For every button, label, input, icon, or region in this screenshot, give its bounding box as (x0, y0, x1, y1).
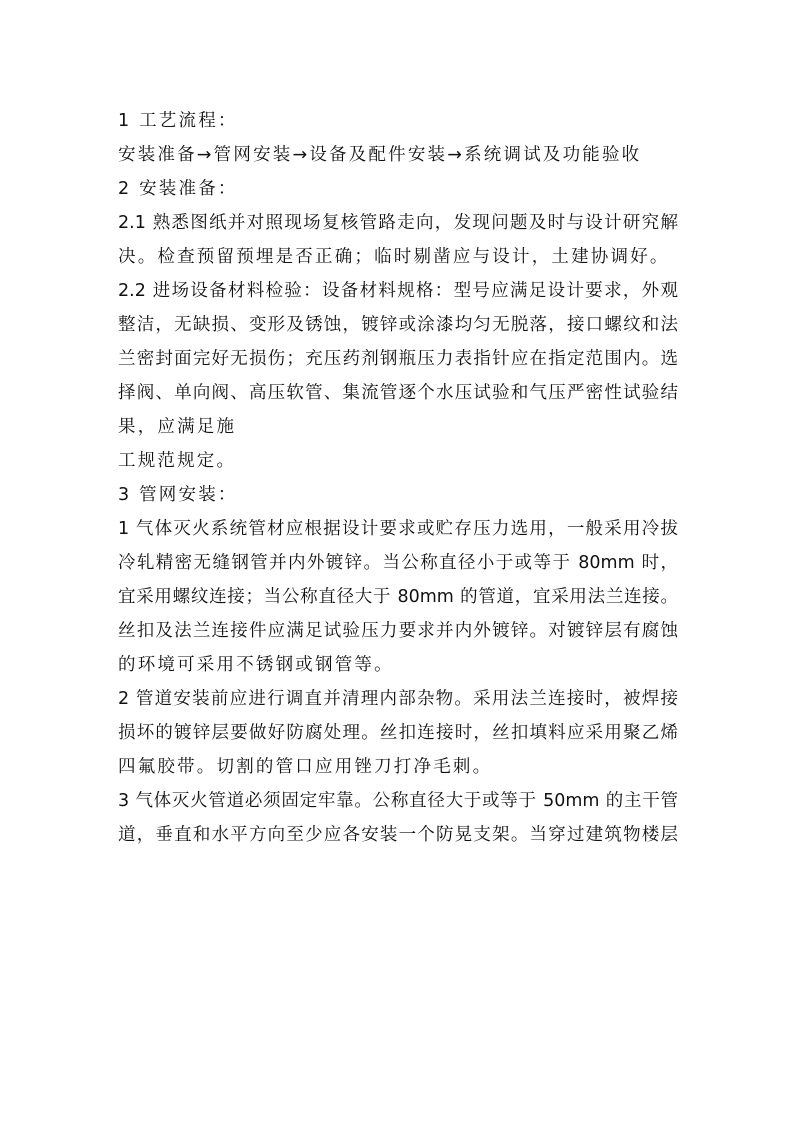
paragraph-line: 宜采用螺纹连接；当公称直径大于 80mm 的管道，宜采用法兰连接。 (118, 587, 678, 607)
paragraph-line: 决。检查预留预埋是否正确；临时剔凿应与设计，土建协调好。 (118, 247, 670, 267)
paragraph-line: 丝扣及法兰连接件应满足试验压力要求并内外镀锌。对镀锌层有腐蚀 (118, 621, 678, 641)
paragraph-line: 道，垂直和水平方向至少应各安装一个防晃支架。当穿过建筑物楼层 (118, 825, 678, 845)
paragraph-line: 工规范规定。 (118, 451, 237, 471)
paragraph-line: 四氟胶带。切割的管口应用锉刀打净毛刺。 (118, 757, 493, 777)
paragraph-line: 2.1 熟悉图纸并对照现场复核管路走向，发现问题及时与设计研究解 (118, 213, 678, 233)
heading-process-flow: 1 工艺流程： (118, 111, 238, 131)
process-flow-text: 安装准备→管网安装→设备及配件安装→系统调试及功能验收 (118, 145, 642, 165)
paragraph-line: 的环境可采用不锈钢或钢管等。 (118, 655, 394, 675)
heading-pipe-install: 3 管网安装： (118, 485, 238, 505)
document-page (118, 104, 678, 852)
paragraph-line: 冷轧精密无缝钢管并内外镀锌。当公称直径小于或等于 80mm 时， (118, 553, 678, 573)
paragraph-line: 2 管道安装前应进行调直并清理内部杂物。采用法兰连接时，被焊接 (118, 689, 678, 709)
paragraph-line: 1 气体灭火系统管材应根据设计要求或贮存压力选用，一般采用冷拔 (118, 519, 678, 539)
paragraph-line: 3 气体灭火管道必须固定牢靠。公称直径大于或等于 50mm 的主干管 (118, 791, 678, 811)
paragraph-line: 损坏的镀锌层要做好防腐处理。丝扣连接时，丝扣填料应采用聚乙烯 (118, 723, 678, 743)
paragraph-line: 兰密封面完好无损伤；充压药剂钢瓶压力表指针应在指定范围内。选 (118, 349, 678, 369)
paragraph-line: 果，应满足施 (118, 417, 237, 437)
paragraph-line: 整洁，无缺损、变形及锈蚀，镀锌或涂漆均匀无脱落，接口螺纹和法 (118, 315, 678, 335)
paragraph-line: 2.2 进场设备材料检验：设备材料规格：型号应满足设计要求，外观 (118, 281, 678, 301)
heading-install-prep: 2 安装准备： (118, 179, 238, 199)
paragraph-line: 择阀、单向阀、高压软管、集流管逐个水压试验和气压严密性试验结 (118, 383, 678, 403)
